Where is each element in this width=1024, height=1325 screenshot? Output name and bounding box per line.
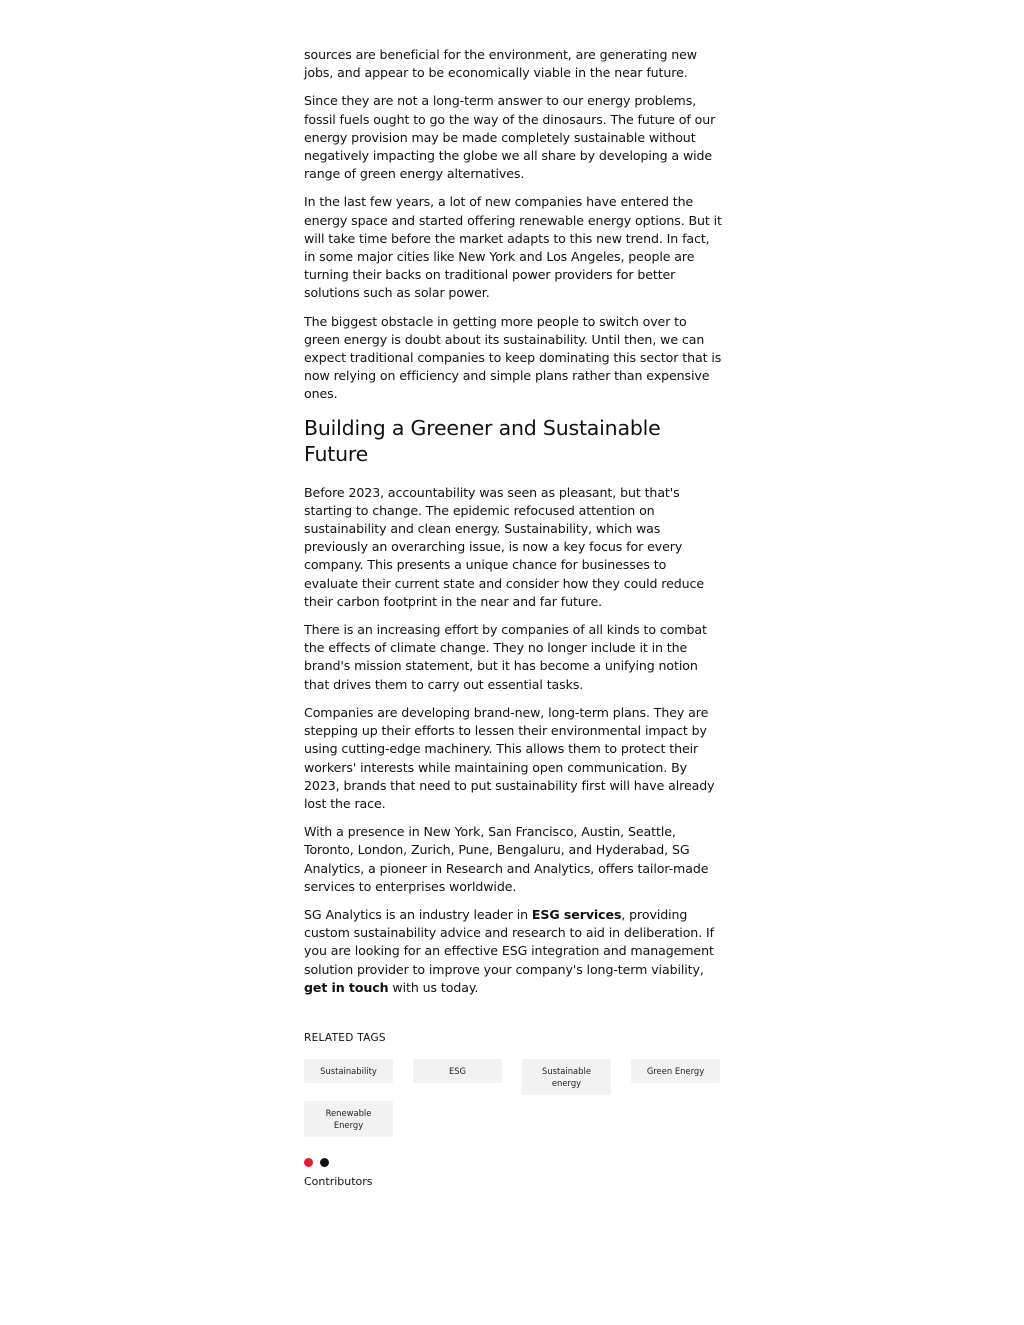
paragraph: With a presence in New York, San Francisco, Austin, Seattle, Toronto, London, Zurich, Pune, Bengaluru, and Hyderabad, SG Analytics, a pioneer in Research and Analytics, offers tailor-made services to enterprises worldwide. — [304, 824, 709, 894]
black-dot-icon — [320, 1158, 329, 1167]
get-in-touch-link[interactable]: get in touch — [304, 979, 389, 995]
tag-esg[interactable]: ESG — [413, 1059, 502, 1083]
paragraph: Before 2023, accountability was seen as pleasant, but that's starting to change. The epidemic refocused attention on sustainability and clean energy. Sustainability, which was previously an overarching issue, is now a key focus for every company. This presents a unique chance for businesses to evaluate their current state and consider how they could reduce their carbon footprint in the near and far future. — [304, 484, 705, 609]
paragraph: The biggest obstacle in getting more people to switch over to green energy is doubt about its sustainability. Until then, we can expect traditional companies to keep dominating this sector that is now relying on efficiency and simple plans rather than expensive ones. — [304, 313, 722, 402]
related-tags-section — [304, 1031, 722, 1137]
contributors-section — [304, 1158, 373, 1189]
red-dot-icon — [304, 1158, 313, 1167]
section-heading: Building a Greener and Sustainable Future — [304, 415, 661, 466]
paragraph: Companies are developing brand-new, long-term plans. They are stepping up their efforts to lessen their environmental impact by using cutting-edge machinery. This allows them to protect their workers' interests while maintaining open communication. By 2023, brands that need to put sustainability first will have already lost the race. — [304, 704, 715, 811]
paragraph: There is an increasing effort by companies of all kinds to combat the effects of climate change. They no longer include it in the brand's mission statement, but it has become a unifying notion that drives them to carry out essential tasks. — [304, 622, 707, 692]
tag-sustainability[interactable]: Sustainability — [304, 1059, 393, 1083]
paragraph: sources are beneficial for the environment, are generating new jobs, and appear to be economically viable in the near future. — [304, 47, 697, 81]
tag-sustainable-energy[interactable]: Sustainable energy — [522, 1059, 611, 1095]
tag-green-energy[interactable]: Green Energy — [631, 1059, 720, 1083]
related-tags-title: RELATED TAGS — [304, 1032, 386, 1044]
paragraph-text: SG Analytics is an industry leader in — [304, 906, 532, 922]
contributors-label: Contributors — [304, 1175, 373, 1188]
brand-dots — [304, 1158, 373, 1167]
paragraph-text: , providing custom sustainability advice and research to aid in deliberation. If you are looking for an effective ESG integration and management solution provider to improve your company's long-term viability, — [304, 906, 714, 977]
paragraph-with-links — [304, 906, 722, 997]
paragraph-text: with us today. — [388, 979, 479, 995]
esg-services-link[interactable]: ESG services — [531, 906, 622, 922]
paragraph: In the last few years, a lot of new companies have entered the energy space and started offering renewable energy options. But it will take time before the market adapts to this new trend. In fact, in some major cities like New York and Los Angeles, people are turning their backs on traditional power providers for better solutions such as solar power. — [304, 194, 722, 301]
tags-list — [304, 1059, 722, 1137]
tag-renewable-energy[interactable]: Renewable Energy — [304, 1101, 393, 1137]
paragraph: Since they are not a long-term answer to our energy problems, fossil fuels ought to go the way of the dinosaurs. The future of our energy provision may be made completely sustainable without negatively impacting the globe we all share by developing a wide range of green energy alternatives. — [304, 93, 716, 182]
article-body — [304, 46, 722, 1007]
